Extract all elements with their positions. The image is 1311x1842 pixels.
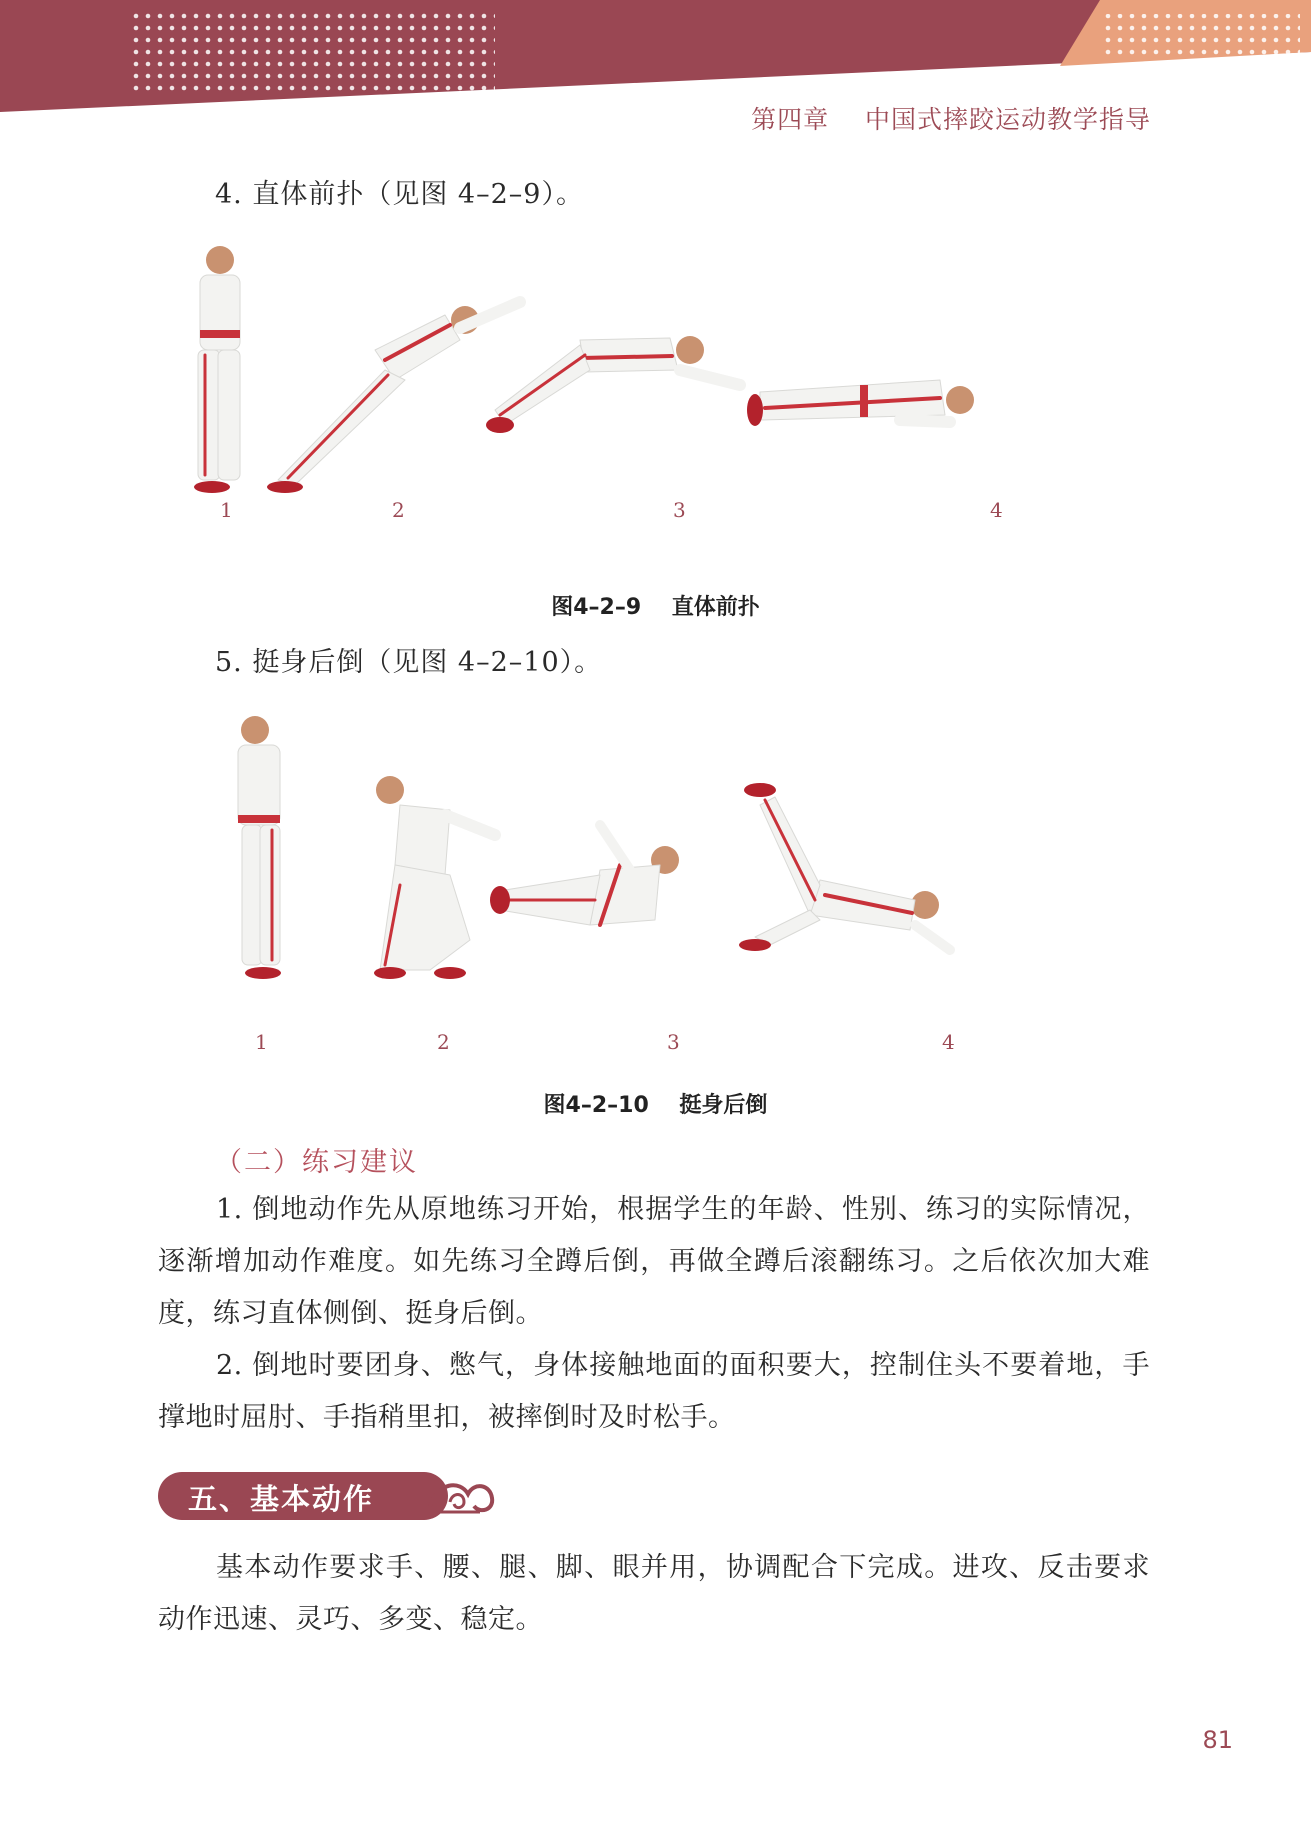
fig2-step-2: 2: [437, 1030, 450, 1054]
pose-1-standing: [194, 246, 240, 493]
section-title: 五、基本动作: [188, 1482, 375, 1516]
chapter-title: 第四章 中国式摔跤运动教学指导: [751, 105, 1151, 134]
pose-4-leg-raised: [739, 783, 950, 951]
fig2-step-1: 1: [255, 1030, 268, 1054]
fig1-caption: 图4–2–9 直体前扑: [551, 595, 760, 620]
fig1-step-1: 1: [220, 498, 233, 522]
figure-4-2-10-illustration: [160, 705, 1160, 1005]
page-number: 81: [1202, 1726, 1233, 1754]
practice-paragraph-1: 1. 倒地动作先从原地练习开始，根据学生的年龄、性别、练习的实际情况，逐渐增加动作难度。如先练习全蹲后倒，再做全蹲后滚翻练习。之后依次加大难度，练习直体侧倒、挺身后倒。: [158, 1194, 1150, 1329]
fig2-caption: 图4–2–10 挺身后倒: [543, 1093, 768, 1118]
fig1-step-3: 3: [673, 498, 686, 522]
pose-2-squatting: [374, 776, 495, 979]
cloud-ornament-icon: [420, 1472, 500, 1520]
practice-paragraph-2: 2. 倒地时要团身、憋气，身体接触地面的面积要大，控制住头不要着地，手撑地时屈肘、手指稍里扣，被摔倒时及时松手。: [158, 1350, 1150, 1433]
fig1-step-4: 4: [990, 498, 1003, 522]
fig1-heading: 4. 直体前扑（见图 4–2–9）。: [215, 179, 584, 210]
fig2-step-3: 3: [667, 1030, 680, 1054]
fig1-step-2: 2: [392, 498, 405, 522]
header-band: [0, 0, 1311, 115]
pose-3-rolling: [490, 825, 679, 925]
fig2-step-4: 4: [942, 1030, 955, 1054]
pose-3-falling: [486, 336, 740, 433]
pose-4-prone: [747, 380, 974, 426]
pose-2-leaning: [267, 302, 520, 493]
figure-4-2-10: [160, 705, 1160, 1065]
figure-4-2-9-illustration: [160, 240, 1160, 520]
practice-heading: （二）练习建议: [215, 1147, 418, 1178]
section-paragraph-1: 基本动作要求手、腰、腿、脚、眼并用，协调配合下完成。进攻、反击要求动作迅速、灵巧、多变、稳定。: [158, 1552, 1150, 1635]
section-banner: [158, 1472, 498, 1520]
figure-4-2-9: [160, 240, 1160, 520]
fig2-heading: 5. 挺身后倒（见图 4–2–10）。: [215, 647, 603, 678]
pose-1-standing: [238, 716, 281, 979]
